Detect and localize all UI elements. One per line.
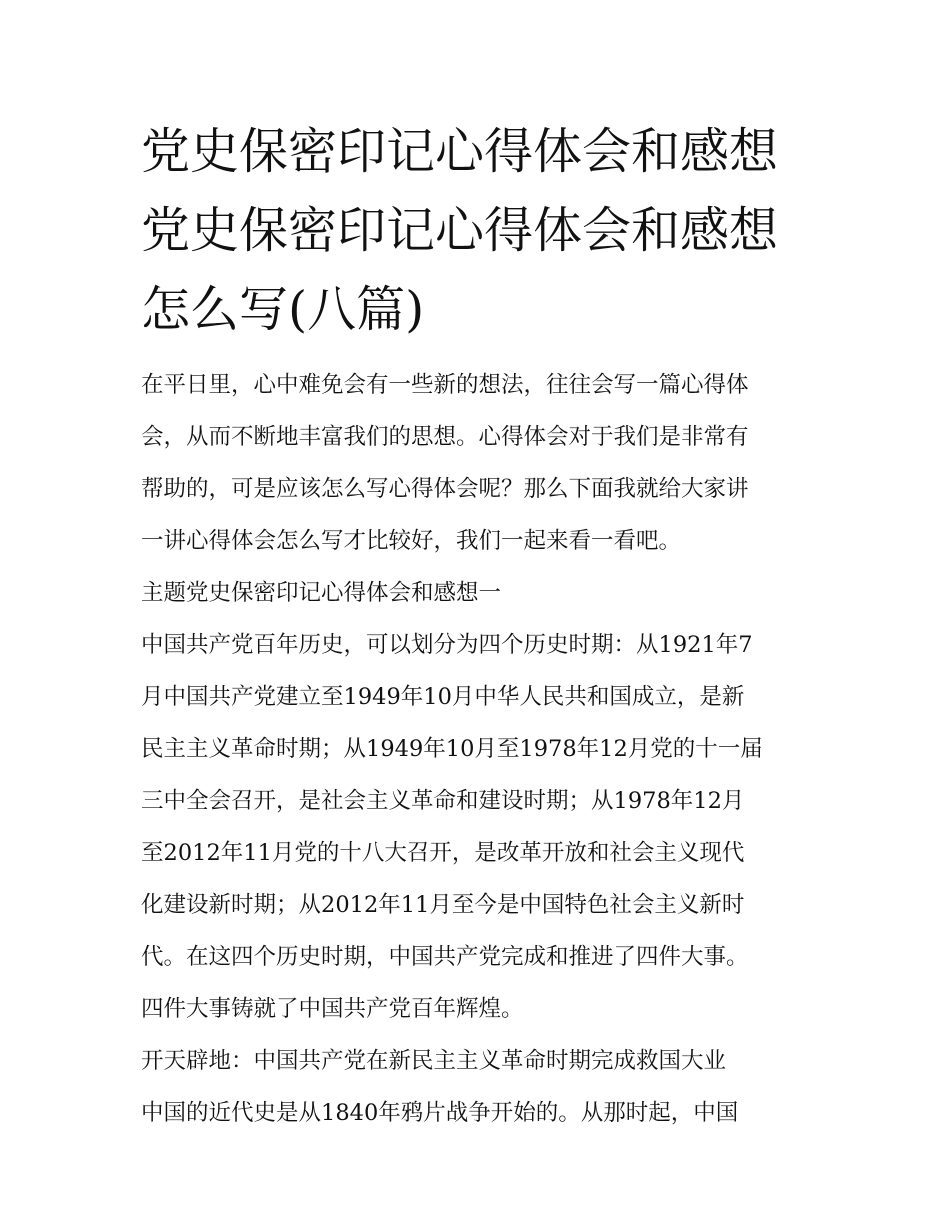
text-line: 主题党史保密印记心得体会和感想一 <box>141 580 502 606</box>
text-line: 一讲心得体会怎么写才比较好，我们一起来看一看吧。 <box>141 528 682 554</box>
text-line: 三中全会召开，是社会主义革命和建设时期；从1978年12月 <box>141 788 745 814</box>
title-line: 党史保密印记心得体会和感想 <box>141 202 779 259</box>
document-body <box>141 359 821 1139</box>
text-line: 开天辟地：中国共产党在新民主主义革命时期完成救国大业 <box>141 1048 727 1074</box>
text-line: 在平日里，心中难免会有一些新的想法，往往会写一篇心得体 <box>141 372 749 398</box>
text-line: 民主主义革命时期；从1949年10月至1978年12月党的十一届 <box>141 736 763 762</box>
document-page <box>141 112 821 1139</box>
modern-history-paragraph <box>141 1087 821 1139</box>
intro-paragraph <box>141 359 821 567</box>
title-line: 党史保密印记心得体会和感想 <box>141 123 779 180</box>
section-heading <box>141 567 821 619</box>
subheading-paragraph <box>141 1035 821 1087</box>
text-line: 帮助的，可是应该怎么写心得体会呢？那么下面我就给大家讲 <box>141 476 749 502</box>
document-title <box>141 112 821 349</box>
text-line: 中国共产党百年历史，可以划分为四个历史时期：从1921年7 <box>141 632 753 658</box>
text-line: 会，从而不断地丰富我们的思想。心得体会对于我们是非常有 <box>141 424 749 450</box>
title-line: 怎么写(八篇) <box>141 281 425 338</box>
text-line: 四件大事铸就了中国共产党百年辉煌。 <box>141 996 524 1022</box>
text-line: 化建设新时期；从2012年11月至今是中国特色社会主义新时 <box>141 892 745 918</box>
text-line: 代。在这四个历史时期，中国共产党完成和推进了四件大事。 <box>141 944 749 970</box>
text-line: 至2012年11月党的十八大召开，是改革开放和社会主义现代 <box>141 840 745 866</box>
text-line: 中国的近代史是从1840年鸦片战争开始的。从那时起，中国 <box>141 1100 739 1126</box>
text-line: 月中国共产党建立至1949年10月中华人民共和国成立，是新 <box>141 684 745 710</box>
history-paragraph <box>141 619 821 1035</box>
